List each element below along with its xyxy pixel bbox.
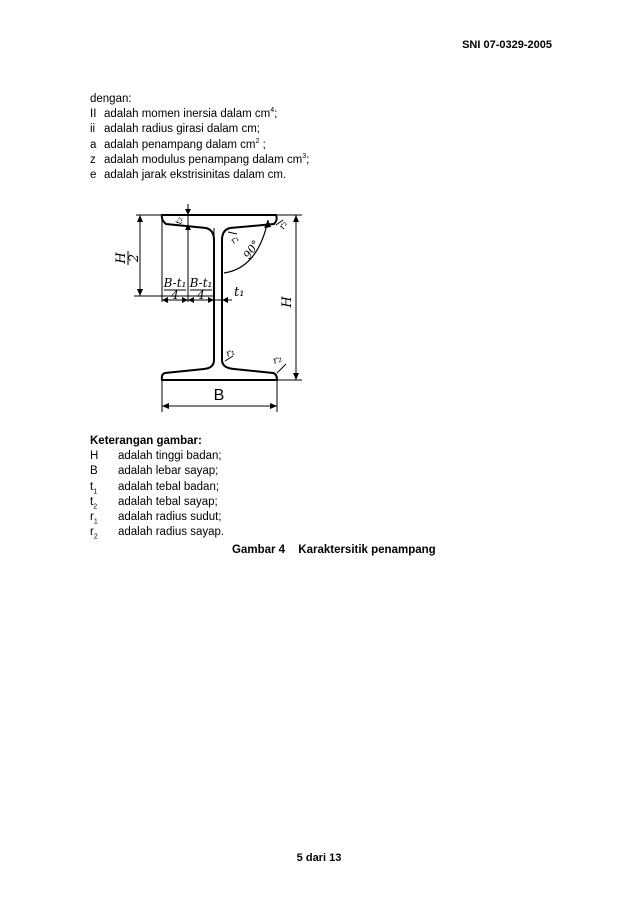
legend-symbol: r [90,526,94,539]
intro-row [90,168,309,183]
half-h-numerator: H [114,252,129,264]
legend-row [90,449,224,464]
legend-title: Keterangan gambar: [90,435,202,447]
legend-text: adalah tebal badan; [118,480,220,493]
intro-tail: ; [306,153,310,166]
r1-top-label: r₁ [229,233,242,247]
legend-symbol: B [90,465,98,478]
i-beam-outline [162,215,277,380]
legend-subscript: 2 [93,533,98,541]
bt-right-label: B-t₁ [189,276,213,290]
legend-symbol: t [90,480,94,493]
legend-row [90,464,224,479]
legend-symbol: t [90,495,94,508]
intro-sup: 2 [255,137,260,145]
caption-number: Gambar 4 [232,544,286,556]
intro-text: adalah modulus penampang dalam cm [104,153,303,166]
legend-symbol: r [90,511,94,524]
bt-right-denominator: 4 [197,288,205,302]
t1-label: t₁ [234,285,245,300]
angle-label: 90° [240,237,263,262]
intro-row [90,107,309,122]
legend-subscript: 2 [93,503,98,511]
intro-block [90,92,309,183]
intro-tail: ; [274,108,278,121]
intro-symbol: a [90,138,97,151]
h-label: H [280,296,295,308]
caption-title: Karaktersitik penampang [298,544,436,556]
intro-tail: ; [259,138,266,151]
legend-symbol: H [90,450,99,463]
legend-row [90,525,224,540]
legend-text: adalah radius sayap. [118,526,225,539]
legend-row [90,495,224,510]
r1-bottom-label: r₁ [224,346,237,361]
intro-row [90,138,309,153]
intro-text: adalah penampang dalam cm [104,138,256,151]
figure-caption [232,544,436,556]
bt-left-denominator: 4 [171,288,179,302]
legend-row [90,510,224,525]
t2-label: t₂ [174,216,186,226]
intro-symbol: II [90,108,97,121]
intro-symbol: e [90,169,97,182]
page-number: 5 dari 13 [296,852,342,864]
r2-bottom-label: r₂ [271,353,284,368]
half-h-label [114,251,142,265]
intro-text: adalah radius girasi dalam cm; [104,123,260,136]
intro-sup: 3 [302,152,307,160]
legend-text: adalah lebar sayap; [118,465,219,478]
intro-text: adalah momen inersia dalam cm [104,108,271,121]
legend-subscript: 1 [93,518,98,526]
bt-left-label: B-t₁ [163,276,187,290]
intro-symbol: ii [90,123,96,136]
legend-subscript: 1 [93,487,98,495]
intro-sup: 4 [270,107,275,115]
b-label: B [213,387,225,404]
intro-row [90,122,309,137]
legend-text: adalah tinggi badan; [118,450,222,463]
intro-row [90,153,309,168]
i-beam-section-figure [116,198,316,423]
intro-lead: dengan: [90,93,132,105]
legend-text: adalah tebal sayap; [118,495,218,508]
intro-text: adalah jarak ekstrisinitas dalam cm. [104,169,287,182]
r2-top-label: r₂ [277,219,291,232]
document-code: SNI 07-0329-2005 [462,39,552,51]
intro-symbol: z [90,153,96,166]
legend-block [90,434,224,540]
legend-text: adalah radius sudut; [118,511,222,524]
half-h-denominator: 2 [127,253,142,263]
legend-row [90,480,224,495]
